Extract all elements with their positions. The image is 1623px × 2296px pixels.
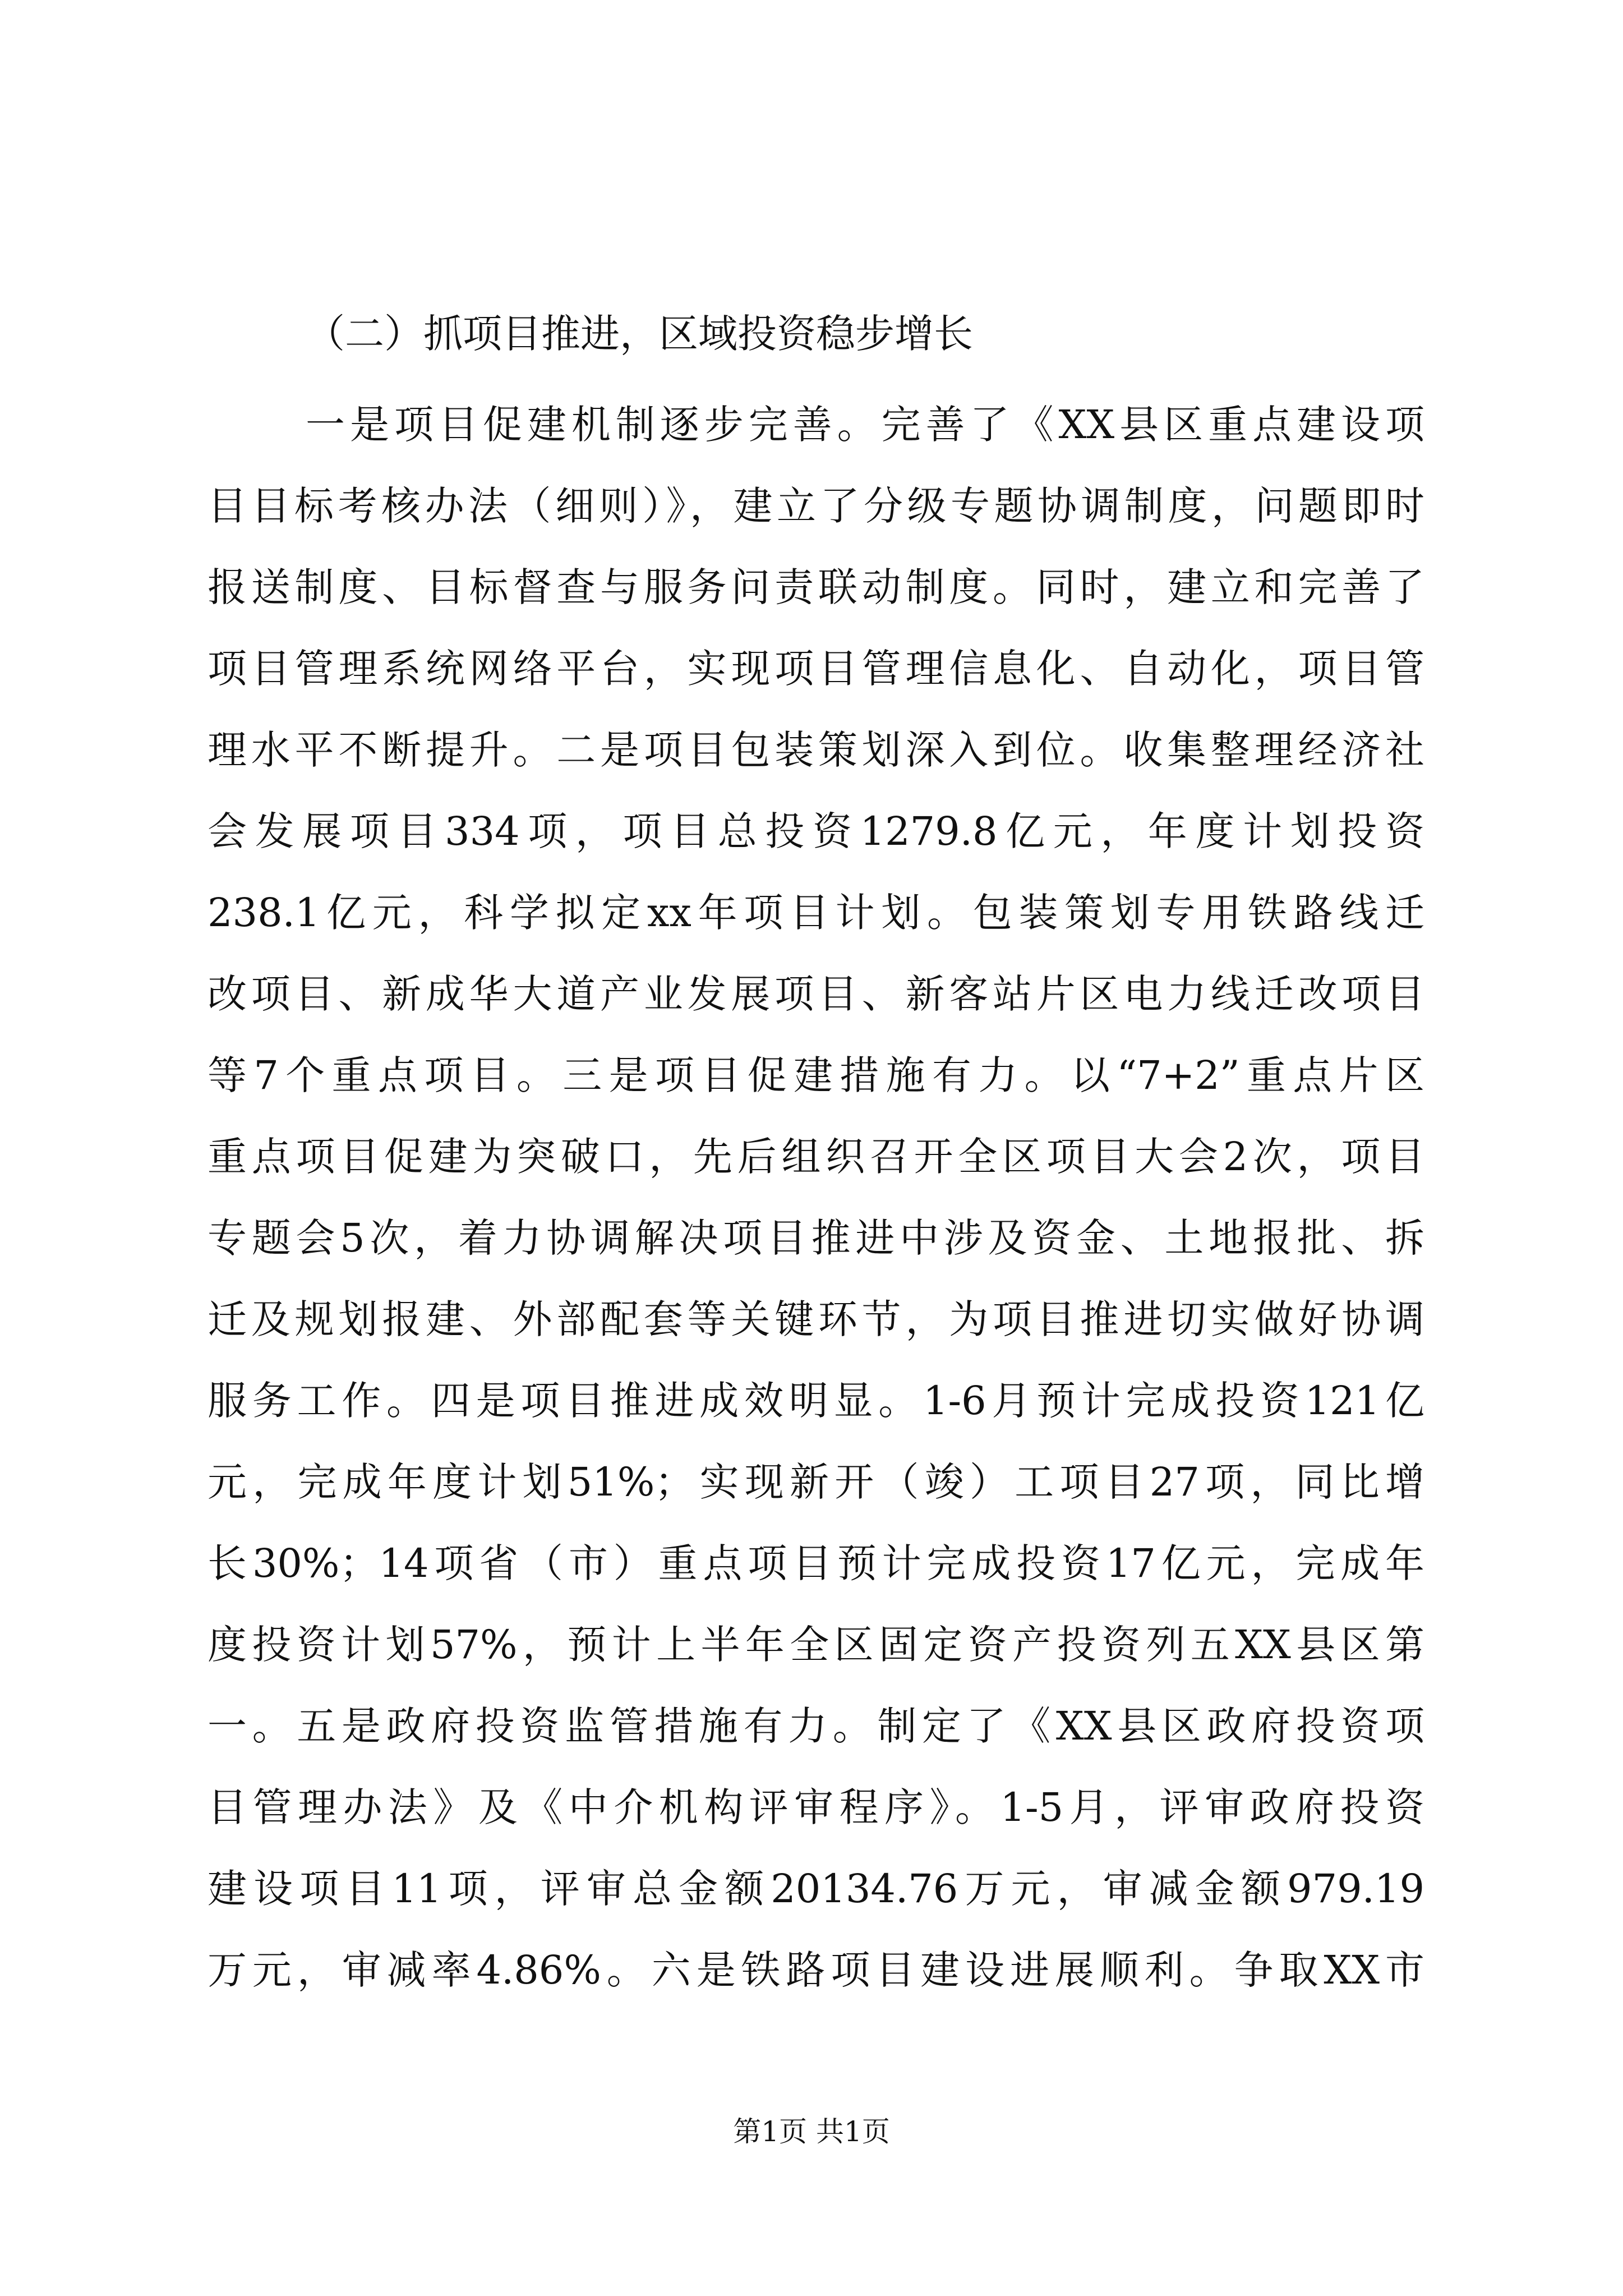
paragraph-line: 长30%；14项省（市）重点项目预计完成投资17亿元，完成年 (208, 1540, 1424, 1586)
section-heading: （二）抓项目推进，区域投资稳步增长 (306, 311, 973, 357)
paragraph-line: 专题会5次，着力协调解决项目推进中涉及资金、土地报批、拆 (208, 1215, 1424, 1261)
paragraph-line: 重点项目促建为突破口，先后组织召开全区项目大会2次，项目 (208, 1134, 1424, 1180)
paragraph-line: 服务工作。四是项目推进成效明显。1-6月预计完成投资121亿 (208, 1378, 1424, 1424)
paragraph-line: 迁及规划报建、外部配套等关键环节，为项目推进切实做好协调 (208, 1296, 1424, 1342)
paragraph-line: 元，完成年度计划51%；实现新开（竣）工项目27项，同比增 (208, 1459, 1424, 1505)
paragraph-line: 建设项目11项，评审总金额20134.76万元，审减金额979.19 (208, 1866, 1424, 1912)
paragraph-line: 一是项目促建机制逐步完善。完善了《XX县区重点建设项 (306, 402, 1424, 448)
paragraph-line: 会发展项目334项，项目总投资1279.8亿元，年度计划投资 (208, 808, 1424, 854)
paragraph-line: 一。五是政府投资监管措施有力。制定了《XX县区政府投资项 (208, 1703, 1424, 1749)
paragraph-line: 目管理办法》及《中介机构评审程序》。1-5月，评审政府投资 (208, 1784, 1424, 1830)
paragraph-line: 万元，审减率4.86%。六是铁路项目建设进展顺利。争取XX市 (208, 1947, 1424, 1993)
body-text (208, 384, 1424, 2011)
paragraph-line: 238.1亿元，科学拟定xx年项目计划。包装策划专用铁路线迁 (208, 890, 1424, 936)
paragraph-line: 报送制度、目标督查与服务问责联动制度。同时，建立和完善了 (208, 564, 1424, 610)
paragraph-line: 目目标考核办法（细则）》，建立了分级专题协调制度，问题即时 (208, 483, 1424, 529)
page-footer: 第1页 共1页 (733, 2115, 890, 2148)
paragraph-line: 理水平不断提升。二是项目包装策划深入到位。收集整理经济社 (208, 727, 1424, 773)
paragraph-line: 项目管理系统网络平台，实现项目管理信息化、自动化，项目管 (208, 646, 1424, 692)
paragraph-line: 度投资计划57%，预计上半年全区固定资产投资列五XX县区第 (208, 1622, 1424, 1668)
paragraph-line: 等7个重点项目。三是项目促建措施有力。以“7+2”重点片区 (208, 1052, 1424, 1098)
paragraph-line: 改项目、新成华大道产业发展项目、新客站片区电力线迁改项目 (208, 971, 1424, 1017)
